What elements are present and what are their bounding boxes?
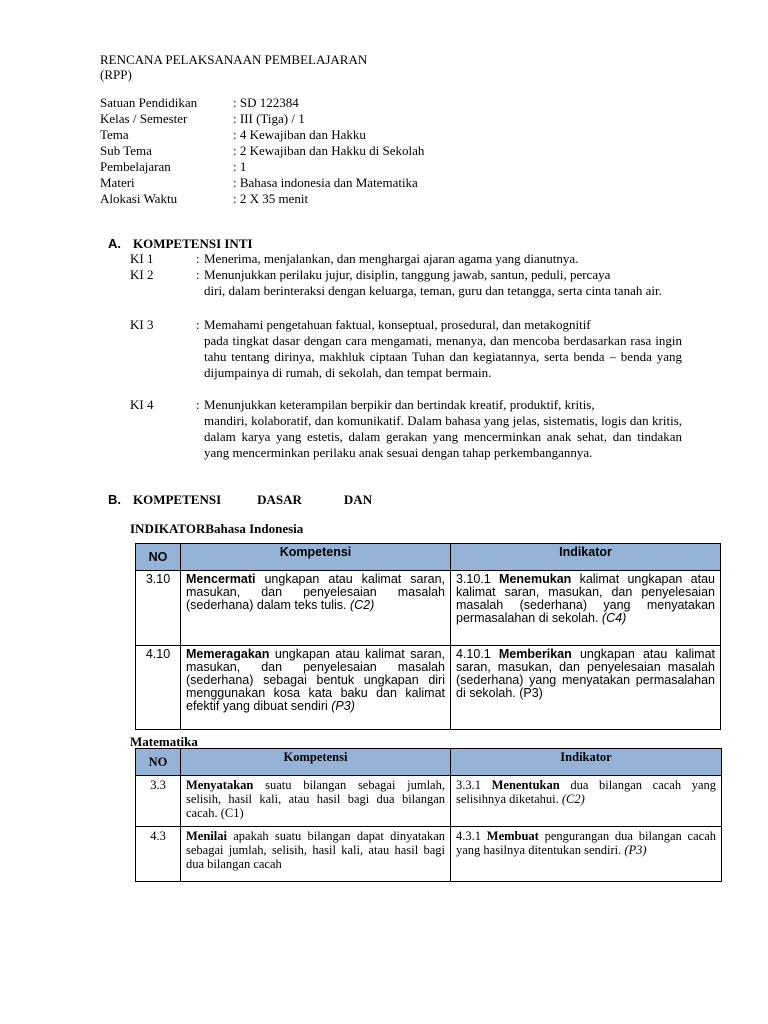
kompetensi-verb: Menilai	[186, 829, 227, 843]
row-no: 3.3	[136, 776, 181, 827]
indikator-bahasa-label: INDIKATORBahasa Indonesia	[130, 521, 304, 536]
section-b-word: DASAR	[257, 492, 302, 507]
indikator-verb: Menemukan	[499, 572, 572, 586]
header-kompetensi: Kompetensi	[181, 544, 451, 571]
kompetensi-text: suatu bilangan sebagai jumlah, selisih, hasil kali, atau hasil bagi dua bilangan cacah. (C1)	[186, 778, 445, 820]
table-row	[136, 776, 722, 827]
section-a-title: KOMPETENSI INTI	[133, 236, 253, 251]
matematika-table	[135, 748, 722, 882]
indikator-text: pengurangan dua bilangan cacah yang hasilnya ditentukan sendiri.	[456, 829, 716, 857]
ki-text: Menunjukkan keterampilan berpikir dan bertindak kreatif, produktif, kritis,	[204, 397, 595, 412]
indikator-number: 4.3.1	[456, 829, 487, 843]
section-b-heading	[108, 492, 372, 508]
info-row	[100, 159, 424, 175]
kompetensi-cell	[181, 646, 451, 730]
info-key: Materi	[100, 175, 135, 190]
title-line-1: RENCANA PELAKSANAAN PEMBELAJARAN	[100, 52, 368, 67]
indikator-verb: Membuat	[486, 829, 539, 843]
indikator-cell	[451, 646, 721, 730]
ki-text: Memahami pengetahuan faktual, konseptual, prosedural, dan metakognitif	[204, 317, 591, 332]
row-no: 3.10	[136, 571, 181, 646]
kompetensi-text: ungkapan atau kalimat saran, masukan, dan penyelesaian masalah (sederhana) dalam teks tulis.	[186, 572, 445, 612]
info-row	[100, 191, 424, 207]
kompetensi-cell	[181, 776, 451, 827]
ki-text: Menerima, menjalankan, dan menghargai ajaran agama yang dianutnya.	[204, 251, 579, 266]
indikator-number: 4.10.1	[456, 647, 499, 661]
info-value: : III (Tiga) / 1	[233, 111, 305, 126]
identity-block	[100, 95, 424, 207]
table-row	[136, 646, 721, 730]
document-title	[100, 52, 367, 82]
indikator-verb: Memberikan	[498, 647, 572, 661]
indikator-level: (C4)	[598, 611, 627, 625]
ki-text-cont: diri, dalam berinteraksi dengan keluarga, teman, guru dan tetangga, serta cinta tanah air.	[204, 283, 662, 298]
info-value: : 2 Kewajiban dan Hakku di Sekolah	[233, 143, 425, 158]
ki-label: KI 3	[130, 317, 154, 332]
section-b-letter: B.	[108, 492, 121, 507]
indikator-level: (C2)	[558, 792, 585, 806]
row-no: 4.3	[136, 827, 181, 882]
header-no: NO	[136, 544, 181, 571]
ki-text: Menunjukkan perilaku jujur, disiplin, tanggung jawab, santun, peduli, percaya	[204, 267, 611, 282]
kompetensi-level: (C2)	[346, 598, 375, 612]
kompetensi-level: (P3)	[327, 699, 355, 713]
indikator-level: (P3)	[621, 843, 647, 857]
info-key: Sub Tema	[100, 143, 152, 158]
kompetensi-verb: Mencermati	[186, 572, 256, 586]
indikator-number: 3.10.1	[456, 572, 500, 586]
kompetensi-text: ungkapan atau kalimat saran, masukan, dan penyelesaian masalah (sederhana) sebagai bentuk ungkapan diri menggunakan kosa kata baku dan kalimat efektif yang dibuat sendiri	[186, 647, 445, 713]
bahasa-indonesia-table	[135, 543, 721, 730]
indikator-number: 3.3.1	[456, 778, 492, 792]
header-indikator: Indikator	[451, 544, 721, 571]
kompetensi-text: apakah suatu bilangan dapat dinyatakan sebagai jumlah, selisih, hasil kali, atau hasil bagi dua bilangan cacah	[186, 829, 445, 871]
info-key: Kelas / Semester	[100, 111, 188, 126]
info-row	[100, 111, 424, 127]
ki-label: KI 1	[130, 251, 154, 266]
info-row	[100, 127, 424, 143]
title-line-2: (RPP)	[100, 67, 132, 82]
info-value: : SD 122384	[233, 95, 299, 110]
section-b-word: DAN	[343, 492, 373, 507]
row-no: 4.10	[136, 646, 181, 730]
info-value: : 1	[233, 159, 247, 174]
ki-label: KI 4	[130, 397, 154, 412]
header-kompetensi: Kompetensi	[181, 749, 451, 776]
ki-label: KI 2	[130, 267, 154, 282]
indikator-cell	[451, 827, 722, 882]
indikator-text: ungkapan atau kalimat saran, masukan, dan penyelesaian masalah (sederhana) yang menyatakan permasalahan di sekolah. (P3)	[456, 647, 715, 700]
indikator-cell	[451, 571, 721, 646]
table-header-row	[136, 749, 722, 776]
info-key: Tema	[100, 127, 129, 142]
info-row	[100, 95, 424, 111]
indikator-verb: Menentukan	[491, 778, 560, 792]
info-value: : 4 Kewajiban dan Hakku	[233, 127, 366, 142]
kompetensi-verb: Menyatakan	[186, 778, 254, 792]
indikator-text: kalimat ungkapan atau kalimat saran, masukan, dan penyelesaian masalah (sederhana) yang menyatakan permasalahan di sekolah.	[456, 572, 715, 625]
info-row	[100, 143, 424, 159]
info-key: Satuan Pendidikan	[100, 95, 198, 110]
table-row	[136, 827, 722, 882]
section-a-letter: A.	[108, 236, 121, 251]
table-header-row	[136, 544, 721, 571]
indikator-cell	[451, 776, 722, 827]
kompetensi-verb: Memeragakan	[186, 647, 270, 661]
info-value: : Bahasa indonesia dan Matematika	[233, 175, 418, 190]
table-row	[136, 571, 721, 646]
ki-text-cont: mandiri, kolaboratif, dan komunikatif. Dalam bahasa yang jelas, sistematis, logis dan kritis, dalam karya yang estetis, dalam gerakan yang mencerminkan anak sehat, dan tindakan yang mencerminkan perilaku anak sesuai dengan tahap perkembangannya.	[204, 413, 682, 460]
kompetensi-cell	[181, 827, 451, 882]
info-row	[100, 175, 424, 191]
matematika-label: Matematika	[130, 734, 198, 749]
kompetensi-cell	[181, 571, 451, 646]
indikator-text: dua bilangan cacah yang selisihnya diketahui.	[456, 778, 716, 806]
header-indikator: Indikator	[451, 749, 722, 776]
info-value: : 2 X 35 menit	[233, 191, 309, 206]
header-no: NO	[136, 749, 181, 776]
ki-text-cont: pada tingkat dasar dengan cara mengamati, menanya, dan mencoba berdasarkan rasa ingin tahu tentang dirinya, makhluk ciptaan Tuhan dan kegiatannya, serta benda – benda yang dijumpainya di rumah, di sekolah, dan tempat bermain.	[204, 333, 682, 380]
section-a-heading	[108, 236, 253, 252]
section-b-word: KOMPETENSI	[133, 492, 222, 507]
info-key: Pembelajaran	[100, 159, 171, 174]
info-key: Alokasi Waktu	[100, 191, 178, 206]
